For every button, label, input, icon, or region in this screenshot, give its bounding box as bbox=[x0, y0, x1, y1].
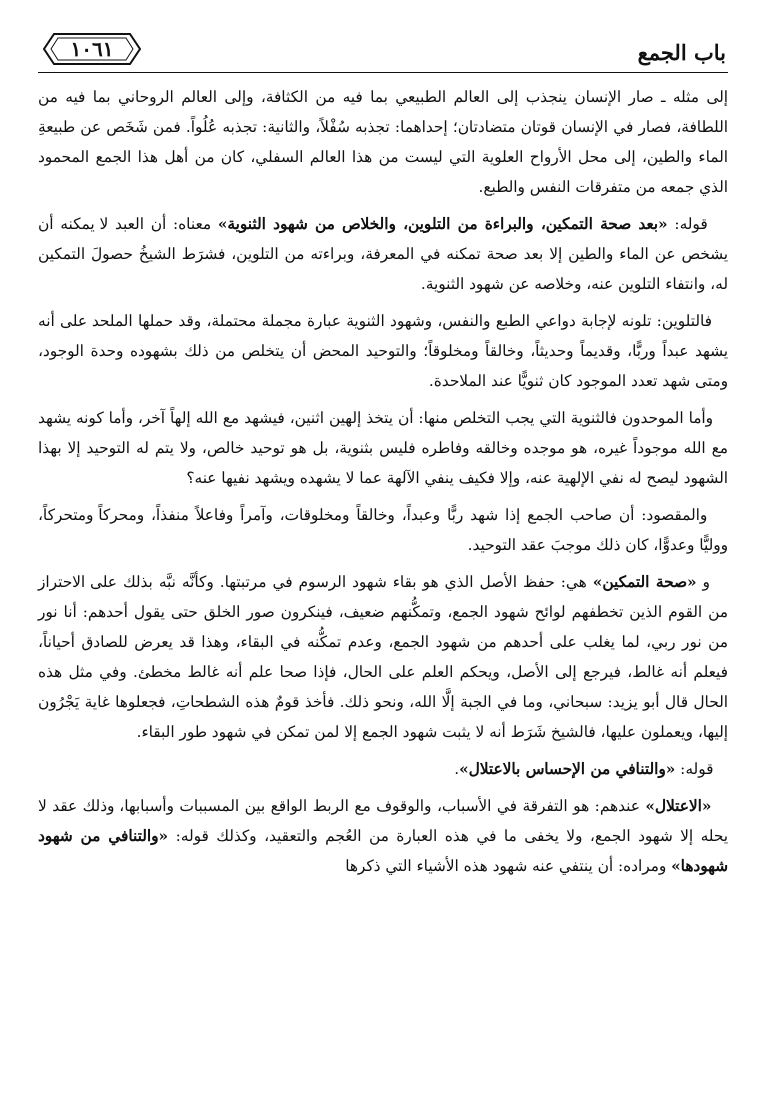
paragraph: قوله: «بعد صحة التمكين، والبراءة من التلوين، والخلاص من شهود الثنوية» معناه: أن العبد لا يمكنه أن يشخص عن الماء والطين إلا بعد صحة تمكنه في المعرفة، وبراءته من التلوين، فشرَط الشيخُ حصولَ التمكين له، وانتفاء التلوين عنه، وخلاصه عن شهود الثنوية. bbox=[38, 215, 729, 293]
paragraph: «الاعتلال» عندهم: هو التفرقة في الأسباب، والوقوف مع الربط الواقع بين المسببات وأسبابها، وذلك عقد لا يحله إلا شهود الجمع، ولا يخفى ما في هذه العبارة من العُجم والتعقيد، وكذلك قوله: «والتنافي من شهود شهودها» ومراده: أن ينتفي عنه شهود هذه الأشياء التي ذكرها bbox=[38, 797, 728, 875]
paragraph: وأما الموحدون فالثنوية التي يجب التخلص منها: أن يتخذ إلهين اثنين، فيشهد مع الله إلهاً آخر، وأما كونه يشهد مع الله موجوداً غيره، هو موجده وخالقه وفاطره فليس بثنوية، بل هو توحيد خالص، ولا يتم له التوحيد إلا بهذا الشهود ليصح له نفي الإلهية عنه، وإلا فكيف ينفي الآلهة عما لا يشهده ويشهد نفيها عنه؟ bbox=[38, 409, 728, 487]
page-header bbox=[38, 30, 728, 70]
quoted-phrase: «الاعتلال» bbox=[645, 797, 712, 815]
page-body bbox=[38, 82, 728, 881]
page-number: ١٠٦١ bbox=[70, 37, 114, 61]
quoted-phrase: «بعد صحة التمكين، والبراءة من التلوين، والخلاص من شهود الثنوية» bbox=[217, 215, 668, 233]
header-divider bbox=[38, 72, 728, 73]
paragraph: إلى مثله ـ صار الإنسان ينجذب إلى العالم الطبيعي بما فيه من الكثافة، وإلى العالم الروحاني بما فيه من اللطافة، فصار في الإنسان قوتان متضادتان؛ إحداهما: تجذبه سُفْلاً، والثانية: تجذبه عُلُواً. فمن شَخَص عن طبيعةِ الماء والطين، إلى محل الأرواح العلوية التي ليست من هذا العالم السفلي، كان من أهل هذا الجمع المحمود الذي جمعه من متفرقات النفس والطبع. bbox=[38, 88, 728, 196]
quoted-phrase: «والتنافي من شهود شهودها» bbox=[38, 827, 728, 875]
quoted-phrase: «صحة التمكين» bbox=[592, 573, 697, 591]
paragraph: فالتلوين: تلونه لإجابة دواعي الطبع والنفس، وشهود الثنوية عبارة مجملة محتملة، وقد حملها الملحد على أنه يشهد عبداً وربًّا، وقديماً وحديثاً، وخالقاً ومخلوقاً؛ والتوحيد المحض أن يتخلص من ذلك بشهوده وحدة الوجود، ومتى شهد تعدد الموجود كان ثنويًّا عند الملاحدة. bbox=[38, 312, 728, 390]
chapter-title: باب الجمع bbox=[637, 40, 726, 65]
paragraph: قوله: «والتنافي من الإحساس بالاعتلال». bbox=[454, 760, 714, 778]
page-number-frame bbox=[40, 30, 144, 68]
quoted-phrase: «والتنافي من الإحساس بالاعتلال» bbox=[459, 760, 676, 778]
paragraph: و «صحة التمكين» هي: حفظ الأصل الذي هو بقاء شهود الرسوم في مرتبتها. وكأنَّه نبَّه بذلك على الاحتراز من القوم الذين تخطفهم لوائح شهود الجمع، وتمكُّنهم ضعيف، فينكرون صور الخلق حتى يقول أحدهم: أنا نور من نور ربي، لما يغلب على أحدهم من شهود الجمع، وعدم تمكُّنه في البقاء، وهذا قد يعرض للصادق أحياناً، فيعلم أنه غالط، فيرجع إلى الأصل، ويحكم العلم على الحال، فإذا صحا علم أنه غالط مخطئ. وفي مثل هذه الحال قال أبو يزيد: سبحاني، وما في الجبة إلَّا الله، ونحو ذلك. فأخذ قومٌ هذه الشطحاتِ، فجعلوها غاية يَجْرُون إليها، ويعملون عليها، فالشيخ شَرَط أنه لا يثبت شهود الجمع إلا لمن تمكن في شهود طور البقاء. bbox=[38, 573, 728, 741]
paragraph: والمقصود: أن صاحب الجمع إذا شهد ربًّا وعبداً، وخالقاً ومخلوقات، وآمراً وفاعلاً منفذاً، ومحركاً ومتحركاً، ووليًّا وعدوًّا، كان ذلك موجبَ عقد التوحيد. bbox=[38, 506, 728, 554]
